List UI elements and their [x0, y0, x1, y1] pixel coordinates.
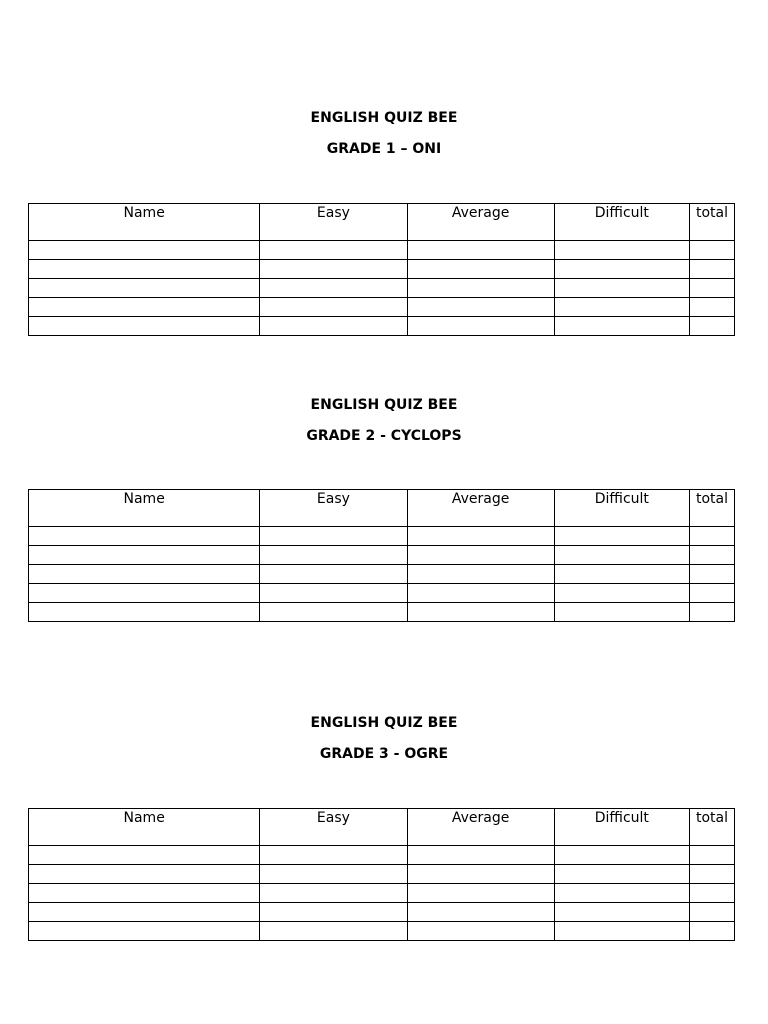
cell-difficult[interactable] [554, 260, 689, 279]
cell-name[interactable] [29, 884, 260, 903]
cell-average[interactable] [407, 603, 554, 622]
cell-difficult[interactable] [554, 241, 689, 260]
cell-average[interactable] [407, 565, 554, 584]
header-total-label: total [695, 810, 728, 826]
cell-name[interactable] [29, 279, 260, 298]
score-table [28, 489, 735, 622]
table-row [29, 846, 735, 865]
table-row [29, 317, 735, 336]
header-difficult: Difficult [554, 809, 689, 846]
cell-total[interactable] [689, 922, 734, 941]
cell-easy[interactable] [260, 603, 407, 622]
cell-name[interactable] [29, 241, 260, 260]
table-row [29, 565, 735, 584]
cell-difficult[interactable] [554, 298, 689, 317]
cell-average[interactable] [407, 260, 554, 279]
cell-name[interactable] [29, 260, 260, 279]
cell-name[interactable] [29, 317, 260, 336]
cell-name[interactable] [29, 298, 260, 317]
section-title: ENGLISH QUIZ BEE [310, 110, 458, 126]
header-total-label: total [695, 205, 728, 221]
cell-total[interactable] [689, 865, 734, 884]
cell-average[interactable] [407, 317, 554, 336]
cell-average[interactable] [407, 922, 554, 941]
cell-total[interactable] [689, 527, 734, 546]
score-table [28, 203, 735, 336]
cell-easy[interactable] [260, 260, 407, 279]
score-table [28, 808, 735, 941]
cell-average[interactable] [407, 279, 554, 298]
cell-difficult[interactable] [554, 903, 689, 922]
header-easy: Easy [260, 809, 407, 846]
cell-difficult[interactable] [554, 865, 689, 884]
cell-average[interactable] [407, 527, 554, 546]
header-easy: Easy [260, 204, 407, 241]
section-title: ENGLISH QUIZ BEE [310, 397, 458, 413]
header-total [689, 809, 734, 846]
cell-easy[interactable] [260, 865, 407, 884]
header-row [29, 204, 735, 241]
cell-total[interactable] [689, 584, 734, 603]
cell-easy[interactable] [260, 846, 407, 865]
cell-difficult[interactable] [554, 846, 689, 865]
header-difficult: Difficult [554, 204, 689, 241]
cell-difficult[interactable] [554, 546, 689, 565]
cell-total[interactable] [689, 884, 734, 903]
cell-difficult[interactable] [554, 584, 689, 603]
cell-difficult[interactable] [554, 565, 689, 584]
header-average: Average [407, 490, 554, 527]
cell-average[interactable] [407, 546, 554, 565]
cell-total[interactable] [689, 603, 734, 622]
cell-average[interactable] [407, 584, 554, 603]
header-total-label: total [695, 491, 728, 507]
table-row [29, 584, 735, 603]
table-row [29, 260, 735, 279]
table-row [29, 298, 735, 317]
cell-easy[interactable] [260, 903, 407, 922]
table-row [29, 603, 735, 622]
header-difficult: Difficult [554, 490, 689, 527]
cell-name[interactable] [29, 922, 260, 941]
cell-name[interactable] [29, 603, 260, 622]
header-easy: Easy [260, 490, 407, 527]
cell-easy[interactable] [260, 565, 407, 584]
header-average: Average [407, 809, 554, 846]
cell-name[interactable] [29, 584, 260, 603]
cell-easy[interactable] [260, 298, 407, 317]
cell-easy[interactable] [260, 884, 407, 903]
table-row [29, 279, 735, 298]
table-row [29, 241, 735, 260]
section-subtitle: GRADE 2 - CYCLOPS [306, 428, 462, 444]
cell-easy[interactable] [260, 241, 407, 260]
header-average: Average [407, 204, 554, 241]
cell-name[interactable] [29, 546, 260, 565]
cell-total[interactable] [689, 546, 734, 565]
header-name: Name [29, 809, 260, 846]
cell-average[interactable] [407, 903, 554, 922]
cell-total[interactable] [689, 298, 734, 317]
header-total [689, 490, 734, 527]
cell-name[interactable] [29, 527, 260, 546]
header-row [29, 490, 735, 527]
cell-average[interactable] [407, 884, 554, 903]
cell-average[interactable] [407, 865, 554, 884]
table-row [29, 922, 735, 941]
section-subtitle: GRADE 1 – ONI [326, 141, 442, 157]
cell-difficult[interactable] [554, 317, 689, 336]
cell-difficult[interactable] [554, 527, 689, 546]
cell-difficult[interactable] [554, 279, 689, 298]
cell-easy[interactable] [260, 527, 407, 546]
table-row [29, 884, 735, 903]
cell-name[interactable] [29, 903, 260, 922]
table-row [29, 546, 735, 565]
cell-total[interactable] [689, 241, 734, 260]
table-row [29, 865, 735, 884]
cell-easy[interactable] [260, 546, 407, 565]
cell-total[interactable] [689, 903, 734, 922]
header-row [29, 809, 735, 846]
section-subtitle: GRADE 3 - OGRE [319, 746, 449, 762]
header-total [689, 204, 734, 241]
cell-name[interactable] [29, 865, 260, 884]
header-name: Name [29, 490, 260, 527]
cell-average[interactable] [407, 241, 554, 260]
table-row [29, 527, 735, 546]
cell-easy[interactable] [260, 584, 407, 603]
cell-difficult[interactable] [554, 922, 689, 941]
cell-total[interactable] [689, 846, 734, 865]
cell-total[interactable] [689, 279, 734, 298]
cell-difficult[interactable] [554, 603, 689, 622]
cell-average[interactable] [407, 298, 554, 317]
section-title: ENGLISH QUIZ BEE [310, 715, 458, 731]
cell-easy[interactable] [260, 922, 407, 941]
header-name: Name [29, 204, 260, 241]
cell-easy[interactable] [260, 279, 407, 298]
table-row [29, 903, 735, 922]
cell-total[interactable] [689, 260, 734, 279]
cell-name[interactable] [29, 565, 260, 584]
cell-difficult[interactable] [554, 884, 689, 903]
cell-total[interactable] [689, 317, 734, 336]
cell-name[interactable] [29, 846, 260, 865]
cell-total[interactable] [689, 565, 734, 584]
cell-easy[interactable] [260, 317, 407, 336]
cell-average[interactable] [407, 846, 554, 865]
